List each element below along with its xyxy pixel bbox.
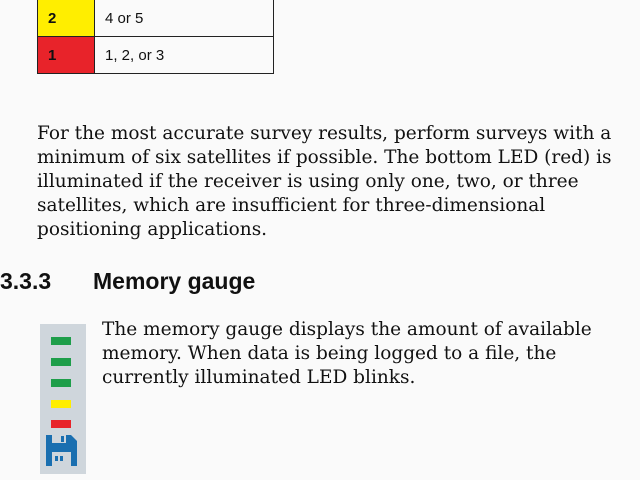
memory-led-green-2 [51, 358, 71, 366]
section-heading [0, 268, 255, 295]
memory-led-green-3 [51, 379, 71, 387]
led-indicator-label: 1 [48, 46, 57, 64]
table-row [38, 0, 274, 37]
memory-gauge-description: The memory gauge displays the amount of available memory. When data is being logged to a file, the currently illuminated LED blinks. [102, 319, 592, 388]
memory-led-green-1 [51, 337, 71, 345]
led-indicator-cell [38, 37, 95, 74]
led-indicator-cell [38, 0, 95, 37]
satellite-paragraph: For the most accurate survey results, perform surveys with a minimum of six satellites if possible. The bottom LED (red) is illuminated if the receiver is using only one, two, or three satellites, which are insufficient for three-dimensional positioning applications. [37, 123, 612, 240]
table-row [38, 37, 274, 74]
section-number: 3.3.3 [0, 268, 52, 294]
satellite-count-cell: 1, 2, or 3 [95, 37, 274, 74]
floppy-disk-icon [45, 434, 78, 467]
section-title: Memory gauge [93, 268, 256, 294]
memory-led-yellow [51, 400, 71, 408]
memory-led-red [51, 420, 71, 428]
memory-gauge-image [40, 324, 86, 474]
satellite-count-cell: 4 or 5 [95, 0, 274, 37]
led-satellite-table [37, 0, 274, 74]
led-indicator-label: 2 [48, 9, 57, 27]
